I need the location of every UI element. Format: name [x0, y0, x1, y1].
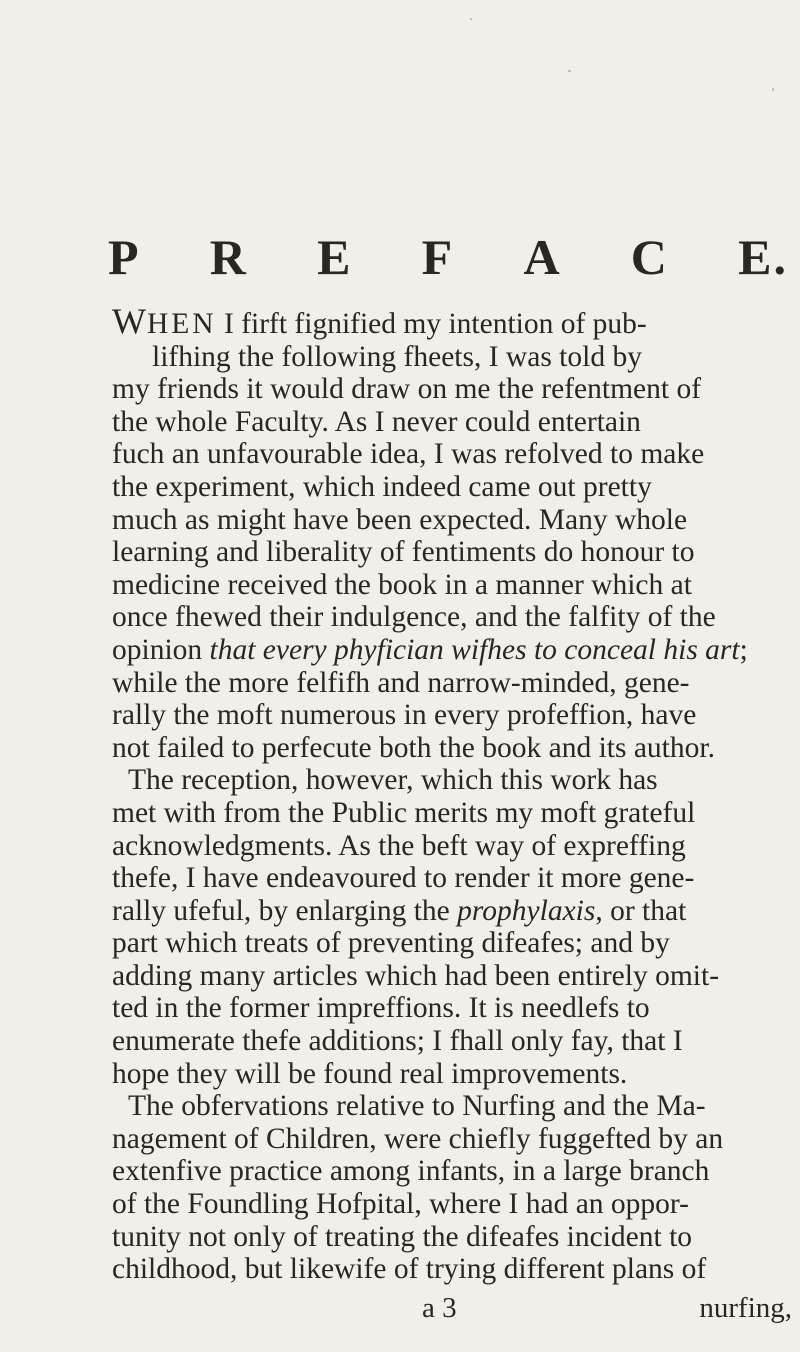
text-run: medicine received the book in a manner which at	[112, 568, 692, 601]
text-run: met with from the Public merits my moft grateful	[112, 796, 696, 829]
text-run: The reception, however, which this work has	[128, 764, 658, 797]
text-run: fuch an unfavourable idea, I was refolved to make	[112, 438, 705, 471]
page-heading	[108, 228, 788, 286]
italic-text: prophylaxis	[457, 894, 596, 927]
text-run: I firft fignified my intention of pub-	[216, 308, 647, 340]
text-run: of the Foundling Hofpital, where I had an oppor-	[112, 1188, 689, 1221]
heading-letter: E	[317, 229, 353, 285]
text-line	[112, 699, 792, 732]
heading-letter: A	[523, 229, 562, 285]
text-run: The obfervations relative to Nurfing and the Ma-	[128, 1090, 706, 1123]
text-line	[112, 732, 792, 765]
heading-letter: P	[108, 229, 141, 285]
text-line	[112, 601, 792, 634]
text-line	[112, 1090, 792, 1123]
signature-mark: a 3	[422, 1292, 457, 1324]
text-run: while the more felfifh and narrow-minded, gene-	[112, 666, 690, 699]
text-run: ted in the former impreffions. It is needlefs to	[112, 992, 650, 1025]
text-line	[112, 1058, 792, 1091]
text-line	[112, 536, 792, 569]
text-run: adding many articles which had been entirely omit-	[112, 959, 720, 992]
text-line	[112, 895, 792, 928]
text-line	[112, 1253, 792, 1286]
text-run: extenfive practice among infants, in a large branch	[112, 1155, 710, 1188]
text-run: part which treats of preventing difeafes; and by	[112, 927, 670, 960]
text-run: opinion	[112, 633, 210, 666]
text-run: the experiment, which indeed came out pretty	[112, 470, 652, 503]
heading-letter: C	[630, 229, 669, 285]
text-run: enumerate thefe additions; I fhall only fay, that I	[112, 1025, 683, 1058]
text-line	[112, 341, 792, 374]
catchword: nurfing,	[699, 1292, 792, 1324]
text-line	[112, 992, 792, 1025]
text-line	[112, 830, 792, 863]
text-line	[112, 797, 792, 830]
text-line	[112, 1025, 792, 1058]
body-text	[112, 305, 792, 1286]
text-run: once fhewed their indulgence, and the falfity of the	[112, 601, 716, 634]
text-run: rally ufeful, by enlarging the	[112, 894, 458, 927]
text-run: the whole Faculty. As I never could entertain	[112, 405, 641, 438]
text-line	[112, 634, 792, 667]
text-line	[112, 406, 792, 439]
text-line	[112, 960, 792, 993]
text-line	[112, 373, 792, 406]
text-line	[112, 764, 792, 797]
text-line	[112, 504, 792, 537]
italic-text: that every phyfician wifhes to conceal his art	[209, 633, 740, 666]
text-run: acknowledgments. As the beft way of expreffing	[112, 829, 686, 862]
text-line	[112, 471, 792, 504]
text-run: much as might have been expected. Many whole	[112, 503, 688, 536]
text-run: tunity not only of treating the difeafes incident to	[112, 1220, 693, 1253]
heading-letter: F	[421, 229, 455, 285]
text-line	[112, 927, 792, 960]
text-run: hope they will be found real improvements.	[112, 1057, 628, 1090]
text-run: ;	[739, 633, 748, 666]
paper-speck	[568, 70, 571, 72]
text-line	[112, 1155, 792, 1188]
text-run: my friends it would draw on me the refentment of	[112, 373, 702, 406]
text-line	[112, 667, 792, 700]
text-run: learning and liberality of fentiments do honour to	[112, 536, 695, 569]
drop-cap: W	[112, 305, 147, 341]
paper-speck	[772, 88, 774, 91]
text-run: lifhing the following fheets, I was told by	[152, 340, 642, 373]
paper-speck	[470, 18, 472, 20]
text-run: thefe, I have endeavoured to render it more gene-	[112, 862, 695, 895]
text-line	[112, 569, 792, 602]
text-line	[112, 1221, 792, 1254]
text-run: , or that	[595, 894, 687, 927]
text-line	[112, 862, 792, 895]
heading-letter: E.	[738, 229, 788, 285]
text-line	[112, 438, 792, 471]
text-run: not failed to perfecute both the book and its author.	[112, 731, 715, 764]
text-line	[112, 1123, 792, 1156]
text-run: nagement of Children, were chiefly fuggefted by an	[112, 1122, 724, 1155]
text-line	[112, 1188, 792, 1221]
heading-letter: R	[209, 229, 248, 285]
text-run: childhood, but likewife of trying different plans of	[112, 1253, 707, 1286]
text-run: rally the moft numerous in every profeffion, have	[112, 699, 697, 732]
text-line	[112, 305, 792, 341]
text-run: HEN	[146, 308, 217, 340]
